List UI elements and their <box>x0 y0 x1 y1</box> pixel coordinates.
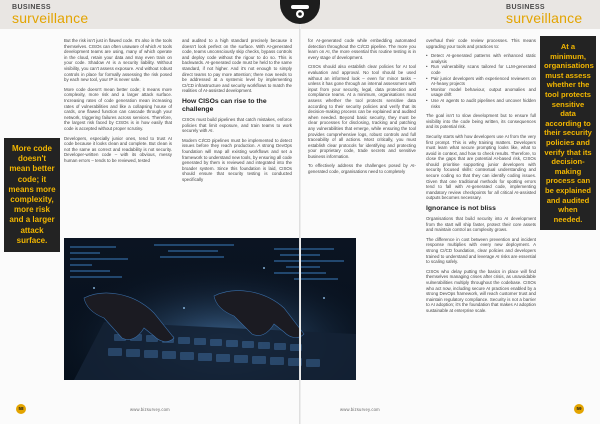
page-number-right: 59 <box>574 404 584 414</box>
paragraph: and audited to a high standard precisely because it doesn't look perfect on the surface. With AI-generated code, teams unconsciously skip checks, bypass controls and deploy code without the rigour to do so. This is backwards. AI-generated code must be held to the same standard, if not higher. And it's not enough to simply direct teams to pay more attention; there now needs to be addressed at a systemic level by implementing CI/CD infrastructure and security workflows to match the realities of AI-assisted development. <box>182 38 292 94</box>
hacker-keyboard-photo <box>64 238 356 380</box>
paragraph: Organisations that build security into AI development from the start will ship faster, protect their core assets and maintain control as complexity grows. <box>426 216 536 233</box>
list-item: • Monitor model behaviour, output anomalies and usage drift <box>426 87 536 98</box>
paragraph: CISOs must build pipelines that catch mistakes, enforce policies that limit exposure, and train teams to work securely with AI. <box>182 116 292 134</box>
spread-gutter <box>299 0 301 424</box>
paragraph: for AI-generated code while embedding automated detection throughout the CI/CD pipeline. The more you learn on AI, the more essential this routine testing is in every stage of development. <box>308 38 416 60</box>
paragraph: The goal isn't to slow development but to ensure full visibility into the code being written, its consequences and its potential risk. <box>426 113 536 130</box>
paragraph: Developers, especially junior ones, tend to trust AI code because it looks clean and complete. But clean is not the same as correct and readability is not security. Developer-written code – with its obvious, messy human errors – tends to be reviewed, tested <box>64 135 172 163</box>
footer-url-right: www.bizsurvey.com <box>340 407 380 412</box>
right-pull-quote: At a minimum, organisations must assess whether the tool protects sensitive data according to their security policies and verify that its decision-making process can be explained and audited when needed. <box>540 36 596 230</box>
list-item: • Use AI agents to audit pipelines and uncover hidden risks <box>426 98 536 109</box>
masthead <box>12 4 88 25</box>
left-column-1 <box>64 38 172 167</box>
photo-illustration <box>64 238 356 380</box>
paragraph: But the risk isn't just in flawed code. It's also in the tools themselves. CISOs can often unaware of which AI tools development teams are using, many of which operate in the cloud, retain your data and may even train on your code. Shadow AI is a security liability. Without visibility, you can't assess exposure. And without robust controls in place for formally assessing the risk posed by each new tool, your IP is never safe. <box>64 38 172 83</box>
masthead-bottom: surveillance <box>12 10 89 26</box>
right-column-1 <box>308 38 416 179</box>
masthead-bottom: surveillance <box>506 10 583 26</box>
list-item: • Detect AI-generated patterns with enhanced static analysis <box>426 53 536 64</box>
masthead-top: BUSINESS <box>506 4 545 11</box>
left-pull-quote: More code doesn't mean better code; it means more complexity, more risk and a larger attack surface. <box>4 138 60 252</box>
paragraph: CISOs should also establish clear policies for AI tool evaluation and approval. No tool should be used without an informed look – even for minor tasks – unless it has gone through an internal assessment with input from your security, legal, data protection and compliance teams. At a minimum, organisations must assess whether the tool protects sensitive data according to their security policies and verify that its decision-making process can be explained and audited when needed. Beyond basic security, they must be clear processes for disclosing, tracking and patching any vulnerabilities that emerge, while ensuring the tool provides comprehensive logs, robust controls and full traceability of all actions. Most critically, you must establish clear protocols for identifying and protecting your proprietary code, trade secrets and sensitive business information. <box>308 64 416 159</box>
paragraph: Modern CI/CD pipelines must be implemented to detect issues before they reach production. A strong DevOps foundation will map all existing workflows and set a framework to understand new tools, by ensuring all code generated by them is reviewed and integrated into the broader system. Since this foundation is laid, CISOs should ensure that security testing is conducted specifically <box>182 137 292 182</box>
masthead-top: BUSINESS <box>12 4 51 11</box>
paragraph: Security starts with how developers use AI from the very first prompt. This is why training matters. Developers must learn what secure prompting looks like, what to avoid in context, and how to check results. Therefore, to close the gaps that are potential AI-based risk, CISOs should prioritise supporting junior developers with security focused skills: contextual understanding and secure coding so that they can identify coding issues. Given that one traditional methods for spotting errors tend to fall with AI-generated code, implementing mandatory review checkpoints for all critical AI-assisted outputs becomes necessary. <box>426 133 536 201</box>
paragraph: CISOs who delay putting the basics in place will find themselves managing crises after crisis, as unavoidable vulnerabilities multiply throughout the codebase. CISOs who act now, including secure AI practices enabled by a strong DevOps framework, will reach customer trust and maintain regulatory compliance. Security is not a barrier to AI adoption; it's the foundation that makes AI adoption sustainable at enterprise scale. <box>426 268 536 313</box>
paragraph: The difference in cost between prevention and incident response multiplies with every new deployment. A strong CI/CD foundation, clear policies and developers trained to understand and leverage AI risks are essential to scaling safely. <box>426 236 536 265</box>
paragraph: overhaul their code review processes. This means upgrading your tools and practices to: <box>426 38 536 49</box>
right-column-2 <box>426 38 536 318</box>
section-heading: Ignorance is not bliss <box>426 205 496 213</box>
paragraph: To effectively address the challenges posed by AI-generated code, organisations need to completely <box>308 163 416 175</box>
paragraph: More code doesn't mean better code; it means more complexity, more risk and a larger attack surface. Increasing rates of code generation mean increasing rates of vulnerabilities and like a collapsing house of cards, one flawed function can cascade through your network, triggering failures across services. Therefore, the largest risk faced by CISOs is in how easily that code is accepted without proper scrutiny. <box>64 86 172 131</box>
masthead <box>506 4 582 25</box>
list-item: • Pair junior developers with experienced reviewers on AI-heavy projects <box>426 76 536 87</box>
page-number-left: 58 <box>16 404 26 414</box>
footer-url-left: www.bizsurvey.com <box>130 407 170 412</box>
section-heading: How CISOs can rise to the challenge <box>182 97 267 113</box>
camera-glyph <box>290 2 310 20</box>
list-item: • Run vulnerability scans tailored for LLM-generated code <box>426 64 536 75</box>
bullet-list <box>426 53 536 109</box>
left-column-2 <box>182 38 292 186</box>
